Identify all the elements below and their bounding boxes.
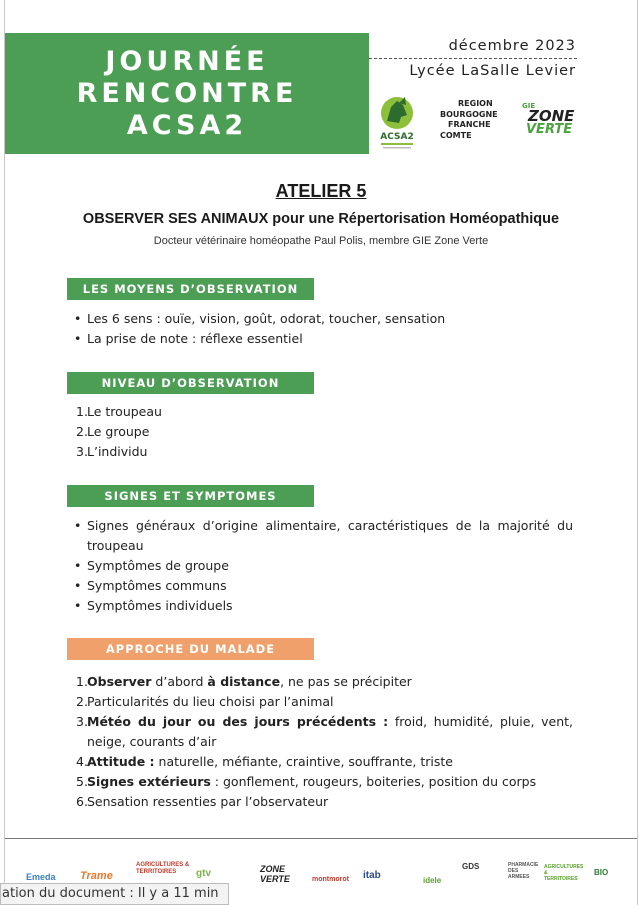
gie-logo-line-3: VERTE	[526, 122, 573, 137]
region-logo-line-1: REGION	[458, 99, 493, 108]
partner-logo-idele: idele	[423, 876, 442, 885]
partner-logo-gtv: gtv	[196, 868, 211, 879]
event-date: décembre 2023	[448, 38, 576, 54]
partner-logo-agri-territoires: AGRICULTURES & TERRITOIRES	[136, 862, 190, 875]
list-item: • Symptômes communs	[73, 576, 573, 596]
partner-logo-itab: itab	[363, 870, 381, 881]
approche-list	[73, 672, 573, 812]
list-item	[73, 402, 573, 422]
partner-logo-zone-verte: ZONE VERTE	[260, 864, 290, 884]
partner-logo-bio: BIO	[594, 868, 609, 877]
list-item	[73, 792, 573, 812]
partner-logo-emeda: Emeda	[26, 872, 56, 882]
partner-logo-agri-territoires-2: AGRICULTURES & TERRITOIRES	[544, 864, 584, 882]
section-heading-approche: APPROCHE DU MALADE	[67, 638, 314, 660]
list-text: L’individu	[87, 444, 148, 459]
document-status-bar: ation du document : Il y a 11 min	[0, 883, 229, 905]
list-item	[73, 692, 573, 712]
list-bold-text: à distance	[207, 674, 281, 689]
list-number: 1.	[76, 674, 88, 689]
list-text: , ne pas se précipiter	[280, 674, 412, 689]
gie-zone-verte-logo	[522, 102, 592, 144]
partner-logo-gds: GDS	[462, 862, 480, 871]
event-title-line-3: ACSA2	[126, 109, 248, 141]
list-item	[73, 442, 573, 462]
event-title-line-1: JOURNÉE	[105, 45, 269, 77]
list-item	[73, 422, 573, 442]
list-item: • Symptômes individuels	[73, 596, 573, 616]
niveau-list	[73, 402, 573, 462]
workshop-title-text: ATELIER 5	[275, 181, 367, 201]
list-number: 4.	[76, 754, 88, 769]
list-text: d’abord	[151, 674, 208, 689]
list-item	[73, 772, 573, 792]
list-text: : gonflement, rougeurs, boiteries, position du corps	[210, 774, 537, 789]
list-item: • Signes généraux d’origine alimentaire, caractéristiques de la majorité du troupeau	[73, 516, 573, 556]
list-text: Particularités du lieu choisi par l’animal	[87, 694, 334, 709]
list-bold-text: Observer	[87, 674, 152, 689]
gie-logo-line-2: ZONE	[528, 107, 575, 125]
moyens-list	[73, 309, 573, 349]
list-item: • Les 6 sens : ouïe, vision, goût, odorat, toucher, sensation	[73, 309, 573, 329]
section-heading-moyens: LES MOYENS D’OBSERVATION	[67, 278, 314, 300]
list-item: • La prise de note : réflexe essentiel	[73, 329, 573, 349]
event-location: Lycée LaSalle Levier	[409, 63, 576, 79]
acsa2-logo	[375, 95, 420, 155]
list-text: Le troupeau	[87, 404, 162, 419]
list-text: naturelle, méfiante, craintive, souffrante, triste	[154, 754, 453, 769]
list-item: • Symptômes de groupe	[73, 556, 573, 576]
list-item	[73, 752, 573, 772]
signes-list	[73, 516, 573, 616]
list-item	[73, 672, 573, 692]
region-bfc-logo	[440, 99, 502, 149]
region-logo-line-3: FRANCHE	[448, 120, 491, 129]
list-number: 5.	[76, 774, 88, 789]
list-number: 3.	[76, 444, 88, 459]
footer-divider	[5, 838, 637, 839]
partner-logo-trame: Trame	[80, 870, 113, 882]
list-number: 3.	[76, 714, 88, 729]
list-text: Le groupe	[87, 424, 150, 439]
list-number: 2.	[76, 424, 88, 439]
event-title-block	[5, 33, 369, 154]
acsa2-logo-text: ACSA2	[380, 132, 414, 142]
list-bold-text: Signes extérieurs	[87, 774, 211, 789]
list-number: 6.	[76, 794, 88, 809]
gie-logo-line-1: GIE	[522, 102, 536, 110]
list-text: froid, humidité, pluie, vent, neige, courants d’air	[87, 714, 573, 749]
workshop-author: Docteur vétérinaire homéopathe Paul Polis, membre GIE Zone Verte	[153, 235, 489, 247]
partner-logo-pharmacie: PHARMACIE DES ARMEES	[508, 862, 539, 880]
region-logo-line-4: COMTE	[440, 130, 472, 140]
list-text: Sensation ressenties par l’observateur	[87, 794, 329, 809]
list-bold-text: Météo du jour ou des jours précédents :	[87, 714, 389, 729]
workshop-subtitle: OBSERVER SES ANIMAUX pour une Répertorisation Homéopathique	[82, 211, 560, 227]
event-title-line-2: RENCONTRE	[76, 77, 298, 109]
list-item	[73, 712, 573, 752]
section-heading-niveau: NIVEAU D’OBSERVATION	[67, 372, 314, 394]
list-number: 2.	[76, 694, 88, 709]
list-number: 1.	[76, 404, 88, 419]
header-divider	[369, 58, 577, 59]
list-bold-text: Attitude :	[87, 754, 155, 769]
region-logo-line-2: BOURGOGNE	[440, 109, 498, 119]
workshop-title	[0, 181, 642, 202]
partner-logo-montmorot: montmorot	[312, 876, 349, 883]
section-heading-signes: SIGNES ET SYMPTOMES	[67, 485, 314, 507]
